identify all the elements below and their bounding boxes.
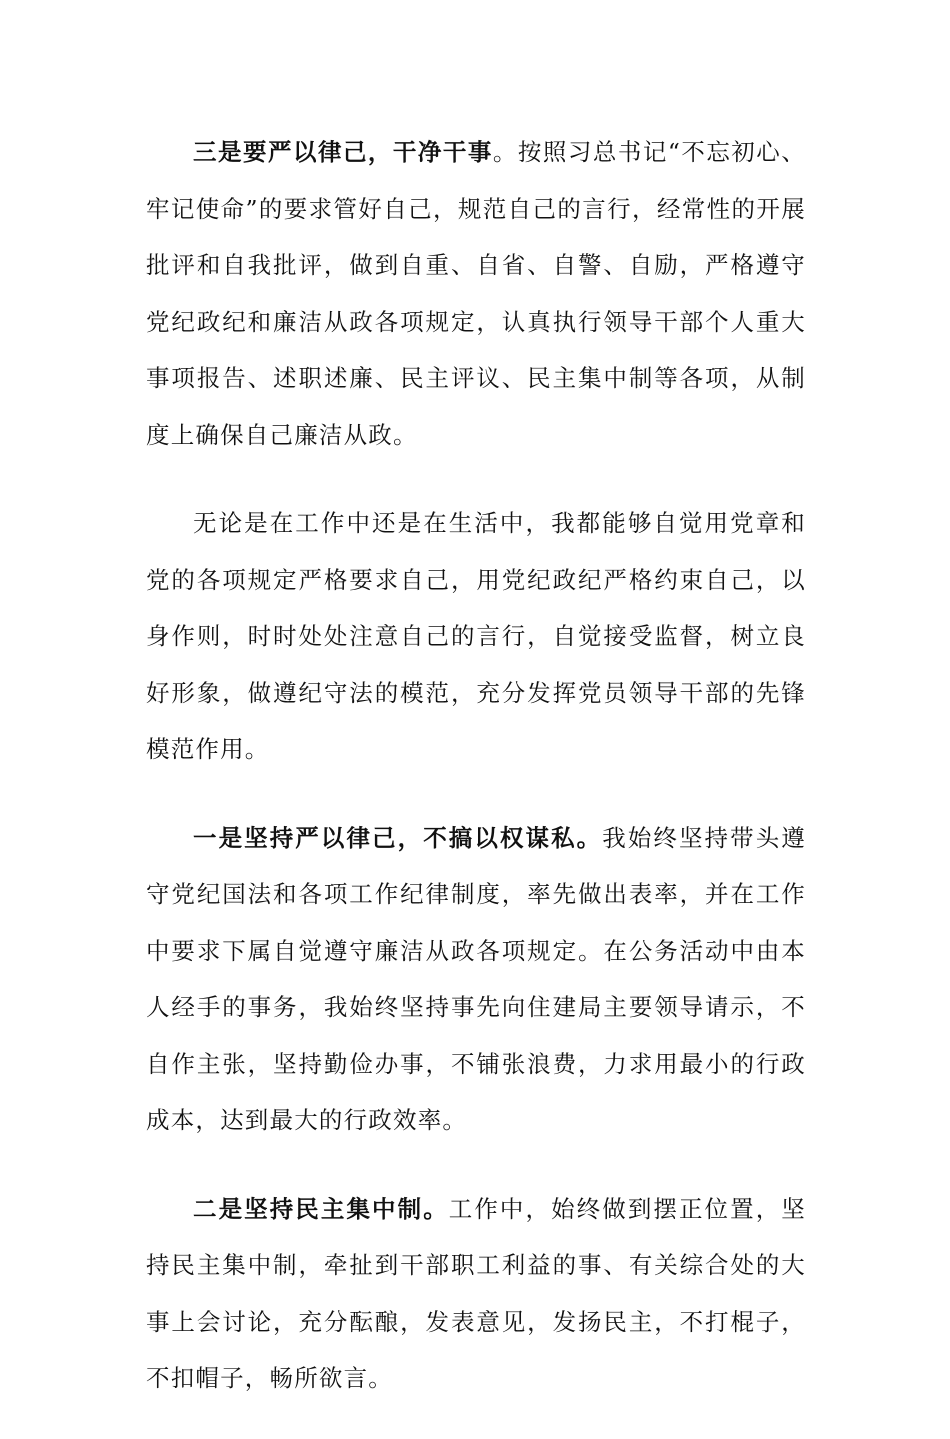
paragraph-lead: 二是坚持民主集中制。 xyxy=(193,1194,449,1223)
paragraph-body: 。按照习总书记“不忘初心、牢记使命”的要求管好自己，规范自己的言行，经常性的开展批评和自我批评，做到自重、自省、自警、自励，严格遵守党纪政纪和廉洁从政各项规定，认真执行领导干部个人重大事项报告、述职述廉、民主评议、民主集中制等各项，从制度上确保自己廉洁从政。 xyxy=(146,138,806,449)
paragraph-general-conduct xyxy=(146,495,806,778)
paragraph-body: 无论是在工作中还是在生活中，我都能够自觉用党章和党的各项规定严格要求自己，用党纪政纪严格约束自己，以身作则，时时处处注意自己的言行，自觉接受监督，树立良好形象，做遵纪守法的模范，充分发挥党员领导干部的先锋模范作用。 xyxy=(146,509,806,763)
document-page xyxy=(146,124,806,1439)
paragraph-body: 工作中，始终做到摆正位置，坚持民主集中制，牵扯到干部职工利益的事、有关综合处的大事上会讨论，充分酝酿，发表意见，发扬民主，不打棍子，不扣帽子，畅所欲言。 xyxy=(146,1194,806,1392)
paragraph-self-discipline xyxy=(146,124,806,463)
paragraph-lead: 一是坚持严以律己，不搞以权谋私。 xyxy=(193,823,603,852)
paragraph-lead: 三是要严以律己，干净干事 xyxy=(193,138,493,166)
paragraph-body: 我始终坚持带头遵守党纪国法和各项工作纪律制度，率先做出表率，并在工作中要求下属自觉遵守廉洁从政各项规定。在公务活动中由本人经手的事务，我始终坚持事先向住建局主要领导请示，不自作主张，坚持勤俭办事，不铺张浪费，力求用最小的行政成本，达到最大的行政效率。 xyxy=(146,823,806,1134)
paragraph-no-abuse-of-power xyxy=(146,810,806,1149)
paragraph-democratic-centralism xyxy=(146,1181,806,1407)
